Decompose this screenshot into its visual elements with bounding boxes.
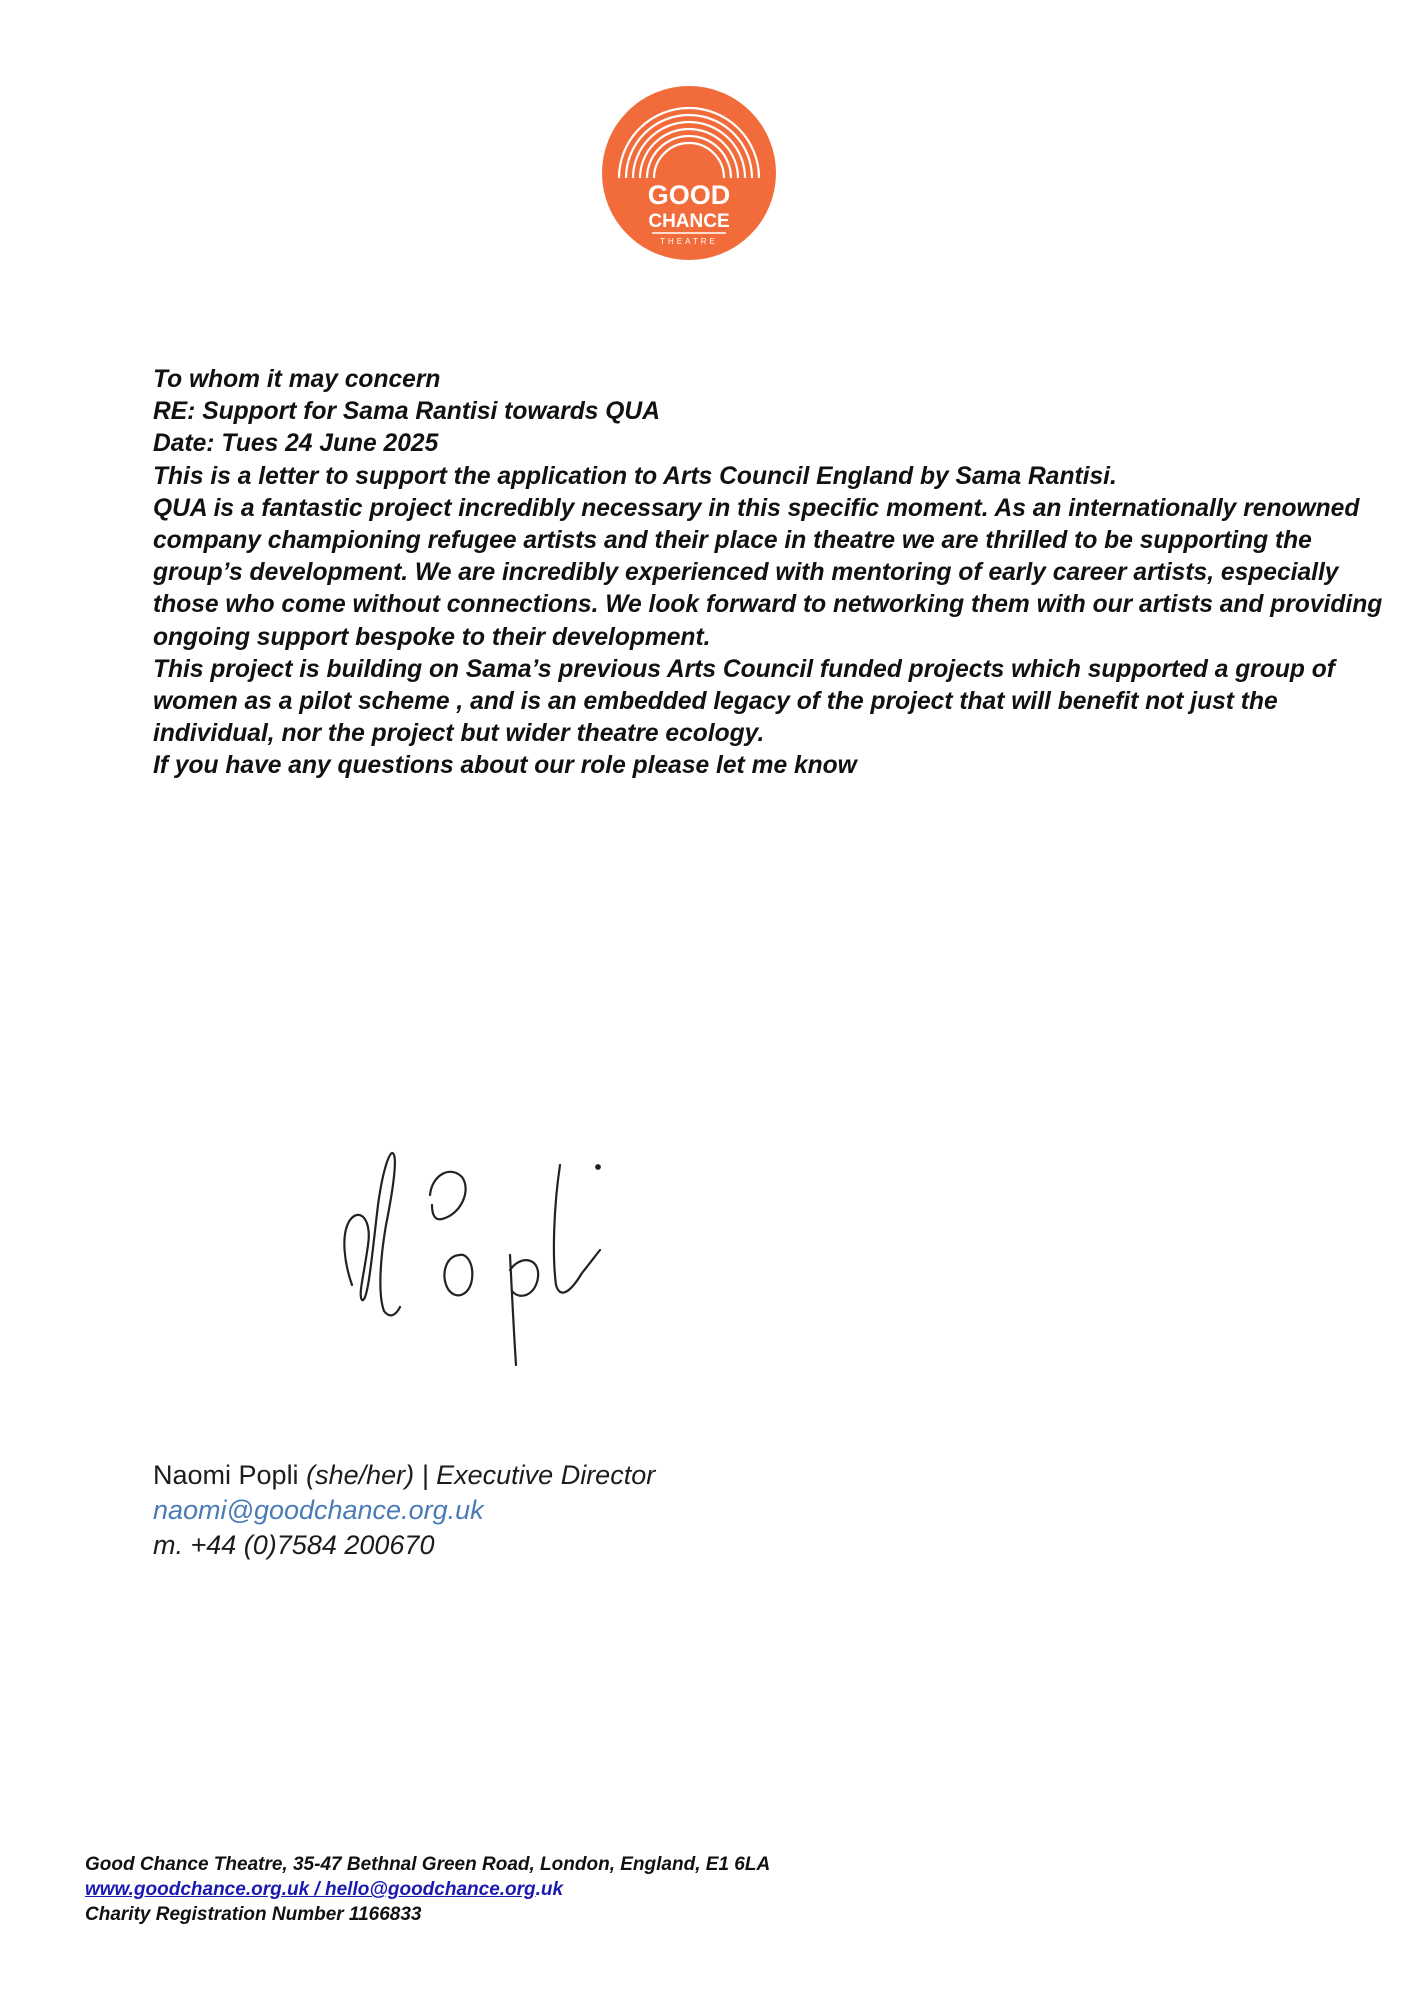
footer-email-tld: .uk [535,1879,564,1900]
salutation: To whom it may concern [153,366,441,393]
signer-email-link[interactable]: naomi@goodchance.org.uk [153,1495,484,1525]
signer-phone: m. +44 (0)7584 200670 [153,1530,435,1560]
closing-line: If you have any questions about our role please let me know [153,752,857,780]
good-chance-logo [602,86,776,260]
logo-line-chance: CHANCE [648,211,730,232]
signer-name: Naomi Popli [153,1460,299,1490]
intro-line: This is a letter to support the application to Arts Council England by Sama Rantisi. [153,462,1117,490]
website-link[interactable]: www.goodchance.org.uk [85,1879,310,1900]
charity-number: Charity Registration Number 1166833 [85,1904,422,1925]
signer-role: (she/her) | Executive Director [306,1460,656,1490]
footer-email-link[interactable]: hello@goodchance.org [325,1879,536,1900]
footer-links-line [85,1877,770,1902]
letter-body [153,364,1383,783]
handwritten-signature [320,1095,650,1390]
logo-line-good: GOOD [647,180,731,210]
signoff-block [153,1458,655,1563]
paragraph-1: QUA is a fantastic project incredibly necessary in this specific moment. As an internationally renowned company championing refugee artists and their place in theatre we are thrilled to be supporting the group’s development. We are incredibly experienced with mentoring of early career artists, especially those who come without connections. We look forward to networking them with our artists and providing ongoing support bespoke to their development. [153,494,1383,651]
letter-footer [85,1852,770,1927]
subject-line: RE: Support for Sama Rantisi towards QUA [153,398,660,426]
footer-address: Good Chance Theatre, 35-47 Bethnal Green Road, London, England, E1 6LA [85,1854,771,1875]
paragraph-2: This project is building on Sama’s previous Arts Council funded projects which supported a group of women as a pilot scheme , and is an embedded legacy of the project that will benefit not just the individual, nor the project but wider theatre ecology. [153,655,1335,748]
signoff-name-line [153,1458,655,1493]
letter-date: Date: Tues 24 June 2025 [153,430,439,458]
footer-separator: / [309,1879,325,1900]
logo-line-theatre: THEATRE [660,237,718,246]
